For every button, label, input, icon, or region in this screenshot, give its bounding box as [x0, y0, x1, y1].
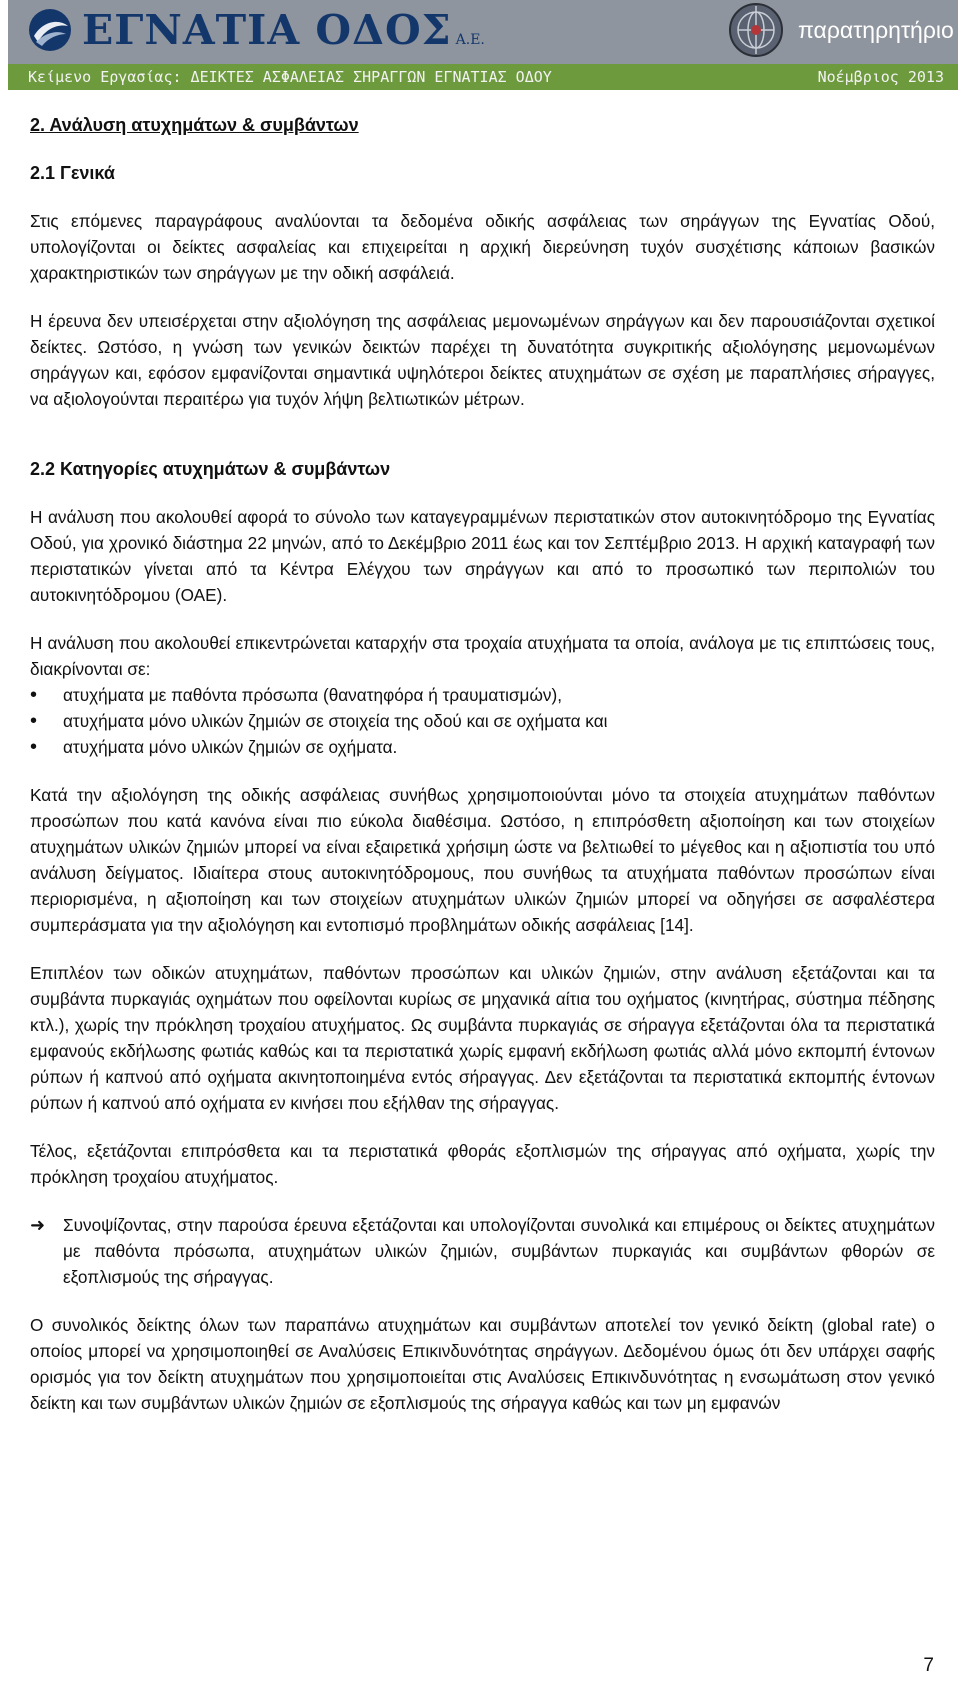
summary-text: Συνοψίζοντας, στην παρούσα έρευνα εξετάζονται και υπολογίζονται συνολικά και επιμέρους οι δείκτες ατυχημάτων με παθόντα πρόσωπα, ατυχημάτων υλικών ζημιών, συμβάντων πυρκαγιάς και συμβάντων φθορών σε εξοπλισμούς της σήραγγας. — [63, 1215, 935, 1287]
document-title: Κείμενο Εργασίας: ΔΕΙΚΤΕΣ ΑΣΦΑΛΕΙΑΣ ΣΗΡΑΓΓΩΝ ΕΓΝΑΤΙΑΣ ΟΔΟΥ — [28, 68, 552, 86]
subsection-2-1-title: 2.1 Γενικά — [30, 163, 115, 183]
section-title: 2. Ανάλυση ατυχημάτων & συμβάντων — [30, 115, 359, 135]
page-header — [8, 0, 958, 90]
subsection-2-2-title: 2.2 Κατηγορίες ατυχημάτων & συμβάντων — [30, 459, 391, 479]
accident-types-list — [30, 682, 935, 760]
arrow-right-icon: ➜ — [30, 1215, 46, 1235]
paragraph: Κατά την αξιολόγηση της οδικής ασφάλειας συνήθως χρησιμοποιούνται μόνο τα στοιχεία ατυχημάτων παθόντων προσώπων που κατά κανόνα είναι πιο εύκολα διαθέσιμα. Ωστόσο, η επιπρόσθετη αξιοποίηση και των στοιχείων ατυχημάτων υλικών ζημιών μπορεί να είναι εξαιρετικά χρήσιμη ώστε να βελτιωθεί το μέγεθος και η αξιοπιστία του υπό ανάλυση δείγματος. Ιδιαίτερα στους αυτοκινητόδρομους, που συνήθως τα ατυχήματα παθόντων προσώπων είναι περιορισμένα, η αξιοποίηση και των στοιχείων ατυχημάτων υλικών ζημιών μπορεί να οδηγήσει σε ασφαλέστερα συμπεράσματα για την αξιολόγηση και εντοπισμό προβλημάτων οδικής ασφάλειας [14]. — [30, 785, 935, 935]
document-date: Νοέμβριος 2013 — [817, 68, 944, 86]
paragraph: Στις επόμενες παραγράφους αναλύονται τα δεδομένα οδικής ασφάλειας των σηράγγων της Εγνατίας Οδού, υπολογίζονται οι δείκτες ασφαλείας και επιχειρείται η αρχική διερεύνηση τυχόν συσχέτισης κάποιων βασικών χαρακτηριστικών των σηράγγων με την οδική ασφάλειά. — [30, 211, 935, 283]
summary-item — [30, 1212, 935, 1290]
document-info-bar — [8, 64, 958, 90]
observatory-globe-icon — [728, 2, 784, 58]
paragraph: Η ανάλυση που ακολουθεί επικεντρώνεται καταρχήν στα τροχαία ατυχήματα τα οποία, ανάλογα με τις επιπτώσεις τους, διακρίνονται σε: — [30, 633, 935, 679]
paragraph: Επιπλέον των οδικών ατυχημάτων, παθόντων προσώπων και υλικών ζημιών, στην ανάλυση εξετάζονται και τα συμβάντα πυρκαγιάς οχημάτων που οφείλονται κυρίως σε μηχανικά αίτια του οχήματος (κινητήρας, σύστημα πέδησης κτλ.), χωρίς την πρόκληση τροχαίου ατυχήματος. Ως συμβάντα πυρκαγιάς σε σήραγγα εξετάζονται όλα τα περιστατικά εμφανούς εκδήλωσης φωτιάς καθώς και τα περιστατικά χωρίς εμφανή εκδήλωση φωτιάς αλλά μόνο εκπομπή έντονων ρύπων ή καπνού από οχήματα ακινητοποιημένα εντός σήραγγας. Δεν εξετάζονται τα περιστατικά εκπομπής έντονων ρύπων ή καπνού από οχήματα εν κινήσει που εξήλθαν της σήραγγας. — [30, 963, 935, 1113]
list-item: • ατυχήματα μόνο υλικών ζημιών σε οχήματα. — [30, 734, 935, 760]
paragraph: Ο συνολικός δείκτης όλων των παραπάνω ατυχημάτων και συμβάντων αποτελεί τον γενικό δείκτη (global rate) ο οποίος μπορεί να χρησιμοποιηθεί σε Αναλύσεις Επικινδυνότητας σηράγγων. Δεδομένου όμως ότι δεν υπάρχει σαφής ορισμός για τον δείκτη ατυχημάτων που χρησιμοποιείται στις Αναλύσεις Επικινδυνότητας η ενσωμάτωση στον γενικό δείκτη και των συμβάντων υλικών ζημιών σε εξοπλισμούς της σήραγγα καθώς και των μη εμφανών — [30, 1315, 935, 1413]
list-item: • ατυχήματα μόνο υλικών ζημιών σε στοιχεία της οδού και σε οχήματα και — [30, 708, 935, 734]
list-item: • ατυχήματα με παθόντα πρόσωπα (θανατηφόρα ή τραυματισμών), — [30, 682, 935, 708]
document-body — [30, 112, 935, 1438]
page-number: 7 — [923, 1655, 934, 1676]
egnatia-logo-icon — [28, 8, 72, 52]
paragraph: Η ανάλυση που ακολουθεί αφορά το σύνολο των καταγεγραμμένων περιστατικών στον αυτοκινητόδρομο της Εγνατίας Οδού, για χρονικό διάστημα 22 μηνών, από το Δεκέμβριο 2011 έως και τον Σεπτέμβριο 2013. Η αρχική καταγραφή των περιστατικών γίνεται από τα Κέντρα Ελέγχου των σηράγγων και από το προσωπικό των περιπολιών του αυτοκινητόδρομου (ΟΑΕ). — [30, 507, 935, 605]
egnatia-logo — [28, 6, 485, 54]
observatory-logo — [728, 2, 954, 58]
brand-suffix: Α.Ε. — [455, 32, 485, 48]
paragraph: Τέλος, εξετάζονται επιπρόσθετα και τα περιστατικά φθοράς εξοπλισμών της σήραγγας από οχήματα, χωρίς την πρόκληση τροχαίου ατυχήματος. — [30, 1141, 935, 1187]
brand-name: ΕΓΝΑΤΙΑ ΟΔΟΣ — [82, 6, 452, 54]
paragraph: Η έρευνα δεν υπεισέρχεται στην αξιολόγηση της ασφάλειας μεμονωμένων σηράγγων και δεν παρουσιάζονται σχετικοί δείκτες. Ωστόσο, η γνώση των γενικών δεικτών παρέχει τη δυνατότητα συγκριτικής αξιολόγησης μεμονωμένων σηράγγων και, εφόσον εμφανίζονται σημαντικά υψηλότεροι δείκτες ατυχημάτων σε σχέση με παραπλήσιες σήραγγες, να αξιολογούνται περαιτέρω για τυχόν λήψη βελτιωτικών μέτρων. — [30, 311, 935, 409]
observatory-label: παρατηρητήριο — [798, 16, 954, 43]
